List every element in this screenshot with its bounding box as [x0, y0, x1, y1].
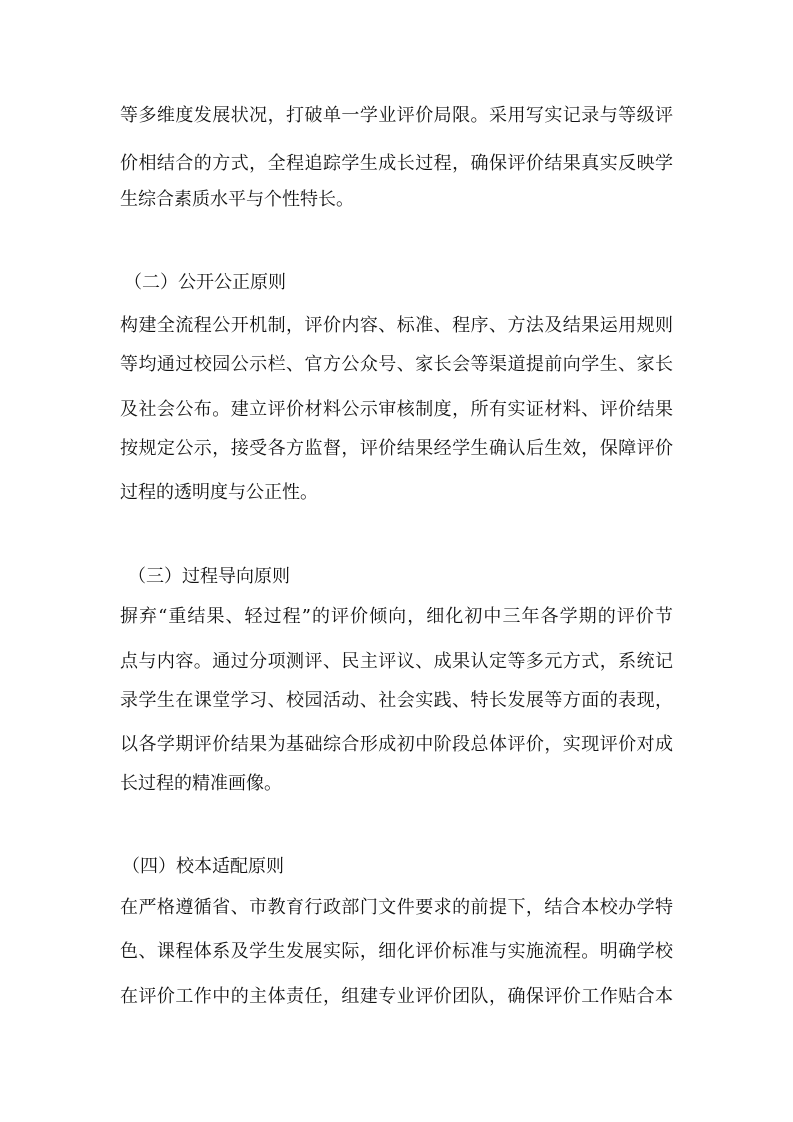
- section-heading-4: （四）校本适配原则: [122, 856, 284, 877]
- paragraph-3-line-1: 摒弃“重结果、轻过程”的评价倾向，细化初中三年各学期的评价节: [120, 606, 674, 627]
- paragraph-2-line-5: 过程的透明度与公正性。: [120, 482, 318, 503]
- paragraph-2-line-4: 按规定公示，接受各方监督，评价结果经学生确认后生效，保障评价: [120, 438, 674, 459]
- paragraph-2-line-3: 及社会公布。建立评价材料公示审核制度，所有实证材料、评价结果: [120, 399, 674, 420]
- paragraph-1-line-1: 等多维度发展状况，打破单一学业评价局限。采用写实记录与等级评: [120, 105, 674, 126]
- section-heading-2: （二）公开公正原则: [124, 272, 286, 293]
- paragraph-4-line-2: 色、课程体系及学生发展实际，细化评价标准与实施流程。明确学校: [120, 941, 674, 962]
- paragraph-2-line-2: 等均通过校园公示栏、官方公众号、家长会等渠道提前向学生、家长: [120, 354, 674, 375]
- section-heading-3: （三）过程导向原则: [128, 566, 290, 587]
- paragraph-2-line-1: 构建全流程公开机制，评价内容、标准、程序、方法及结果运用规则: [120, 315, 674, 336]
- paragraph-3-line-5: 长过程的精准画像。: [120, 773, 282, 794]
- paragraph-1-line-2: 价相结合的方式，全程追踪学生成长过程，确保评价结果真实反映学: [120, 153, 674, 174]
- paragraph-1-line-3: 生综合素质水平与个性特长。: [120, 189, 354, 210]
- paragraph-4-line-1: 在严格遵循省、市教育行政部门文件要求的前提下，结合本校办学特: [120, 897, 674, 918]
- paragraph-3-line-3: 录学生在课堂学习、校园活动、社会实践、特长发展等方面的表现，: [120, 690, 674, 711]
- paragraph-3-line-4: 以各学期评价结果为基础综合形成初中阶段总体评价，实现评价对成: [120, 734, 674, 755]
- paragraph-3-line-2: 点与内容。通过分项测评、民主评议、成果认定等多元方式，系统记: [120, 651, 674, 672]
- paragraph-4-line-3: 在评价工作中的主体责任，组建专业评价团队，确保评价工作贴合本: [120, 986, 674, 1007]
